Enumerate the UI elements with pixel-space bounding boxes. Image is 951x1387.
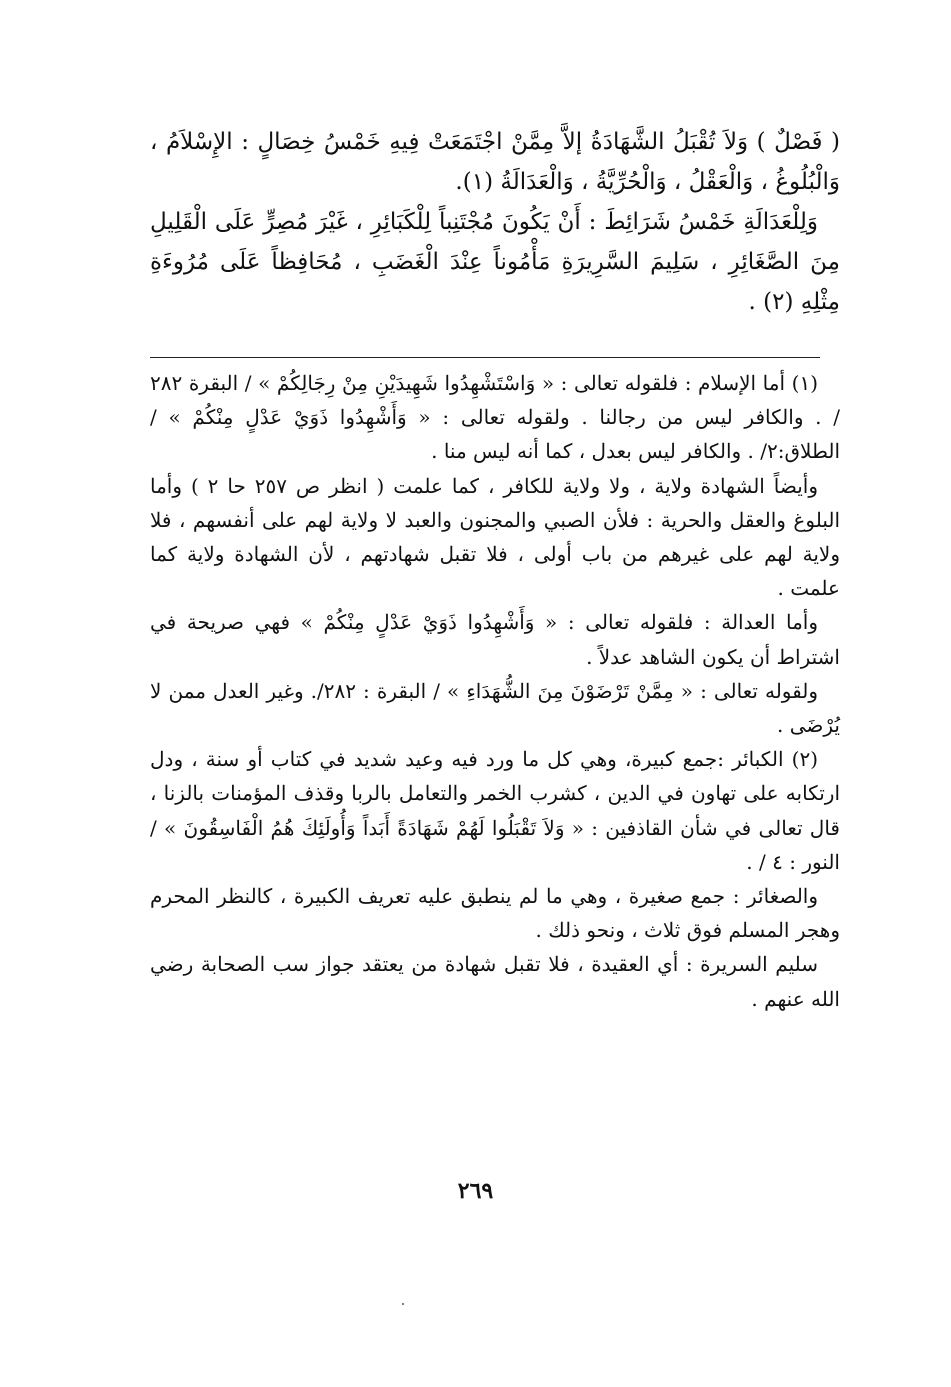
main-paragraph-2: وَلِلْعَدَالَةِ خَمْسُ شَرَائِطَ : أَنْ يَكُونَ مُجْتَنِباً لِلْكَبَائِرِ ، غَيْرَ مُصِرٍّ عَلَى الْقَلِيلِ مِنَ الصَّغَائِرِ ، سَلِيمَ السَّرِيرَةِ مَأْمُوناً عِنْدَ الْغَضَبِ ، مُحَافِظاً عَلَى مُرُوءَةِ مِثْلِهِ (٢) . bbox=[150, 209, 840, 315]
page-number: ٢٦٩ bbox=[457, 1178, 494, 1204]
main-text bbox=[150, 122, 840, 322]
footnote-1-adalah: وأما العدالة : فلقوله تعالى : « وَأَشْهِدُوا ذَوَيْ عَدْلٍ مِنْكُمْ » فهي صريحة في اشتراط أن يكون الشاهد عدلاً . bbox=[150, 610, 840, 669]
footnote-2-kabair: (٢) الكبائر :جمع كبيرة، وهي كل ما ورد فيه وعيد شديد في كتاب أو سنة ، ودل ارتكابه على تهاون في الدين ، كشرب الخمر والتعامل بالربا وقذف المؤمنات بالزنا ، قال تعالى في شأن القاذفين : « وَلاَ تَقْبَلُوا لَهُمْ شَهَادَةً أَبَداً وَأُولَئِكَ هُمُ الْفَاسِقُونَ » / النور : ٤ / . bbox=[150, 747, 840, 874]
main-paragraph-1: ( فَصْلٌ ) وَلاَ تُقْبَلُ الشَّهَادَةُ إلاَّ مِمَّنْ اجْتَمَعَتْ فِيهِ خَمْسُ خِصَالٍ : الإِسْلاَمُ ، وَالْبُلُوغُ ، وَالْعَقْلُ ، وَالْحُرِّيَّةُ ، وَالْعَدَالَةُ (١). bbox=[150, 129, 840, 195]
footnote-1-wilayah: وأيضاً الشهادة ولاية ، ولا ولاية للكافر ، كما علمت ( انظر ص ٢٥٧ حا ٢ ) وأما البلوغ والعقل والحرية : فلأن الصبي والمجنون والعبد لا ولاية لهم على أنفسهم ، فلا ولاية لهم على غيرهم من باب أولى ، فلا تقبل شهادتهم ، لأن الشهادة ولاية كما علمت . bbox=[150, 473, 840, 601]
footnote-2-sarirah: سليم السريرة : أي العقيدة ، فلا تقبل شهادة من يعتقد جواز سب الصحابة رضي الله عنهم . bbox=[150, 952, 840, 1011]
footnote-1-ridha: ولقوله تعالى : « مِمَّنْ تَرْضَوْنَ مِنَ الشُّهَدَاءِ » / البقرة : ٢٨٢/. وغير العدل ممن لا يُرْضَى . bbox=[150, 678, 840, 738]
footnote-divider bbox=[150, 357, 820, 358]
footnote-1-islam: (١) أما الإسلام : فلقوله تعالى : « وَاسْتَشْهِدُوا شَهِيدَيْنِ مِنْ رِجَالِكُمْ » / البقرة ٢٨٢ / . والكافر ليس من رجالنا . ولقوله تعالى : « وَأَشْهِدُوا ذَوَيْ عَدْلٍ مِنْكُمْ » / الطلاق:٢/ . والكافر ليس بعدل ، كما أنه ليس منا . bbox=[150, 371, 840, 464]
scan-speck bbox=[402, 1303, 404, 1305]
footnote-2-saghair: والصغائر : جمع صغيرة ، وهي ما لم ينطبق عليه تعريف الكبيرة ، كالنظر المحرم وهجر المسلم فوق ثلاث ، ونحو ذلك . bbox=[150, 884, 840, 943]
footnotes bbox=[150, 366, 840, 1016]
